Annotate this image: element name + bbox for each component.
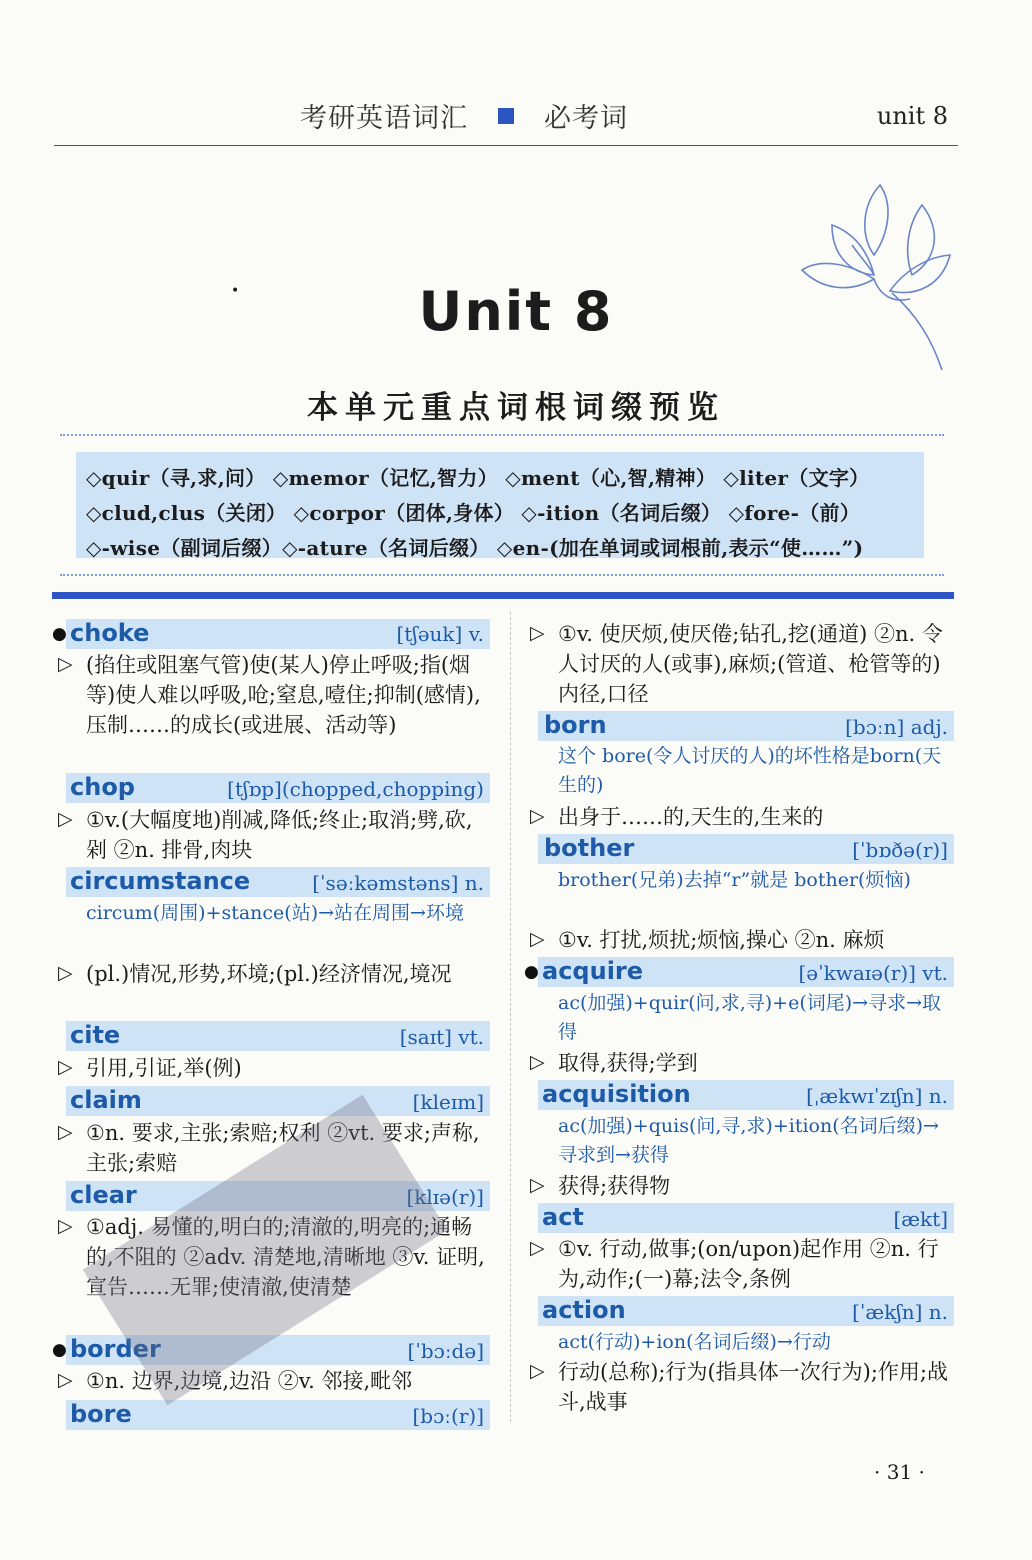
- phonetic: [ˈbɒðə(r)]: [852, 838, 948, 862]
- definition: (pl.)情况,形势,环境;(pl.)经济情况,境况: [86, 962, 452, 986]
- definition: 获得;获得物: [558, 1174, 671, 1198]
- headword: chop: [70, 773, 135, 801]
- headword: act: [542, 1203, 584, 1231]
- etymology: brother(兄弟)去掉“r”就是 bother(烦恼): [558, 869, 911, 891]
- headword: acquisition: [542, 1080, 691, 1108]
- key-word-marker-icon: ●: [524, 962, 539, 982]
- page-number: · 31 ·: [874, 1460, 925, 1484]
- running-header: [300, 96, 628, 135]
- unit-title: Unit 8: [418, 280, 614, 343]
- definition: 出身于……的,天生的,生来的: [558, 805, 824, 829]
- triangle-icon: ▷: [530, 1174, 545, 1196]
- etymology: ac(加强)+quir(问,求,寻)+e(词尾)→寻求→取得: [558, 992, 942, 1043]
- triangle-icon: ▷: [58, 1121, 73, 1143]
- triangle-icon: ▷: [58, 808, 73, 830]
- triangle-icon: ▷: [530, 622, 545, 644]
- etymology: act(行动)+ion(名词后缀)→行动: [558, 1331, 831, 1353]
- stray-mark: •: [231, 283, 240, 299]
- phonetic: [klɪə(r)]: [406, 1185, 484, 1209]
- header-rule: [54, 145, 958, 146]
- phonetic: [ˈbɔːdə]: [407, 1339, 484, 1363]
- phonetic: [bɔː(r)]: [412, 1404, 484, 1428]
- definition: 行动(总称);行为(指具体一次行为);作用;战斗,战事: [558, 1360, 948, 1414]
- headword: bother: [544, 834, 635, 862]
- triangle-icon: ▷: [58, 653, 73, 675]
- column-divider: [510, 612, 511, 1422]
- triangle-icon: ▷: [530, 805, 545, 827]
- phonetic: [bɔːn] adj.: [845, 715, 948, 739]
- definition: ①adj. 易懂的,明白的;清澈的,明亮的;通畅的,不阻的 ②adv. 清楚地,清晰地 ③v. 证明,宣告……无罪;使清澈,使清楚: [86, 1215, 485, 1299]
- headword: cite: [70, 1021, 121, 1049]
- section-divider: [52, 592, 954, 599]
- headword: born: [544, 711, 607, 739]
- triangle-icon: ▷: [58, 1215, 73, 1237]
- headword: bore: [70, 1400, 132, 1428]
- triangle-icon: ▷: [530, 1237, 545, 1259]
- phonetic: [saɪt] vt.: [399, 1025, 484, 1049]
- definition: ①v. 行动,做事;(on/upon)起作用 ②n. 行为,动作;(一)幕;法令,条例: [558, 1237, 939, 1291]
- phonetic: [ˌækwɪˈzɪʃn] n.: [806, 1084, 948, 1108]
- etymology: circum(周围)+stance(站)→站在周围→环境: [86, 902, 464, 924]
- phonetic: [ˈækʃn] n.: [852, 1300, 948, 1324]
- headword: choke: [70, 619, 150, 647]
- preview-line: ◇-wise（副词后缀）◇-ature（名词后缀） ◇en-(加在单词或词根前,表示“使……”): [86, 536, 864, 560]
- headword: clear: [70, 1181, 137, 1209]
- triangle-icon: ▷: [58, 1369, 73, 1391]
- book-title: 考研英语词汇: [300, 103, 468, 134]
- preview-title: 本单元重点词根词缀预览: [307, 390, 725, 426]
- phonetic: [əˈkwaɪə(r)] vt.: [798, 961, 948, 985]
- triangle-icon: ▷: [58, 1056, 73, 1078]
- preview-line: ◇quir（寻,求,问） ◇memor（记忆,智力） ◇ment（心,智,精神） ◇liter（文字）: [86, 466, 870, 490]
- headword: claim: [70, 1086, 142, 1114]
- key-word-marker-icon: ●: [52, 624, 67, 644]
- phonetic: [kleɪm]: [412, 1090, 484, 1114]
- preview-line: ◇clud,clus（关闭） ◇corpor（团体,身体） ◇-ition（名词后缀） ◇fore-（前）: [86, 501, 861, 525]
- lotus-illustration-icon: [792, 175, 962, 375]
- definition: ①n. 要求,主张;索赔;权利 ②vt. 要求;声称,主张;索赔: [86, 1121, 480, 1175]
- definition: 取得,获得;学到: [558, 1051, 698, 1075]
- definition: 引用,引证,举(例): [86, 1056, 242, 1080]
- section-title: 必考词: [544, 103, 628, 134]
- unit-label: unit 8: [876, 102, 948, 130]
- definition: ①v. 使厌烦,使厌倦;钻孔,挖(通道) ②n. 令人讨厌的人(或事),麻烦;(管道、枪管等的)内径,口径: [558, 622, 943, 706]
- triangle-icon: ▷: [530, 928, 545, 950]
- phonetic: [ækt]: [893, 1207, 948, 1231]
- key-word-marker-icon: ●: [52, 1340, 67, 1360]
- definition: (掐住或阻塞气管)使(某人)停止呼吸;指(烟等)使人难以呼吸,呛;窒息,噎住;抑制(感情),压制……的成长(或进展、活动等): [86, 653, 481, 737]
- headword: circumstance: [70, 867, 251, 895]
- headword: border: [70, 1335, 161, 1363]
- etymology: 这个 bore(令人讨厌的人)的坏性格是born(天生的): [558, 745, 942, 796]
- definition: ①v. 打扰,烦扰;烦恼,操心 ②n. 麻烦: [558, 928, 885, 952]
- square-bullet-icon: [498, 108, 514, 124]
- triangle-icon: ▷: [58, 962, 73, 984]
- etymology: ac(加强)+quis(问,寻,求)+ition(名词后缀)→寻求到→获得: [558, 1115, 939, 1166]
- triangle-icon: ▷: [530, 1360, 545, 1382]
- triangle-icon: ▷: [530, 1051, 545, 1073]
- headword: action: [542, 1296, 626, 1324]
- definition: ①v.(大幅度地)削减,降低;终止;取消;劈,砍,剁 ②n. 排骨,肉块: [86, 808, 473, 862]
- definition: ①n. 边界,边境,边沿 ②v. 邻接,毗邻: [86, 1369, 413, 1393]
- phonetic: [tʃɒp](chopped,chopping): [227, 777, 484, 801]
- phonetic: [tʃəuk] v.: [396, 622, 484, 646]
- phonetic: [ˈsəːkəmstəns] n.: [312, 871, 484, 895]
- headword: acquire: [542, 957, 644, 985]
- preview-box: [60, 434, 944, 576]
